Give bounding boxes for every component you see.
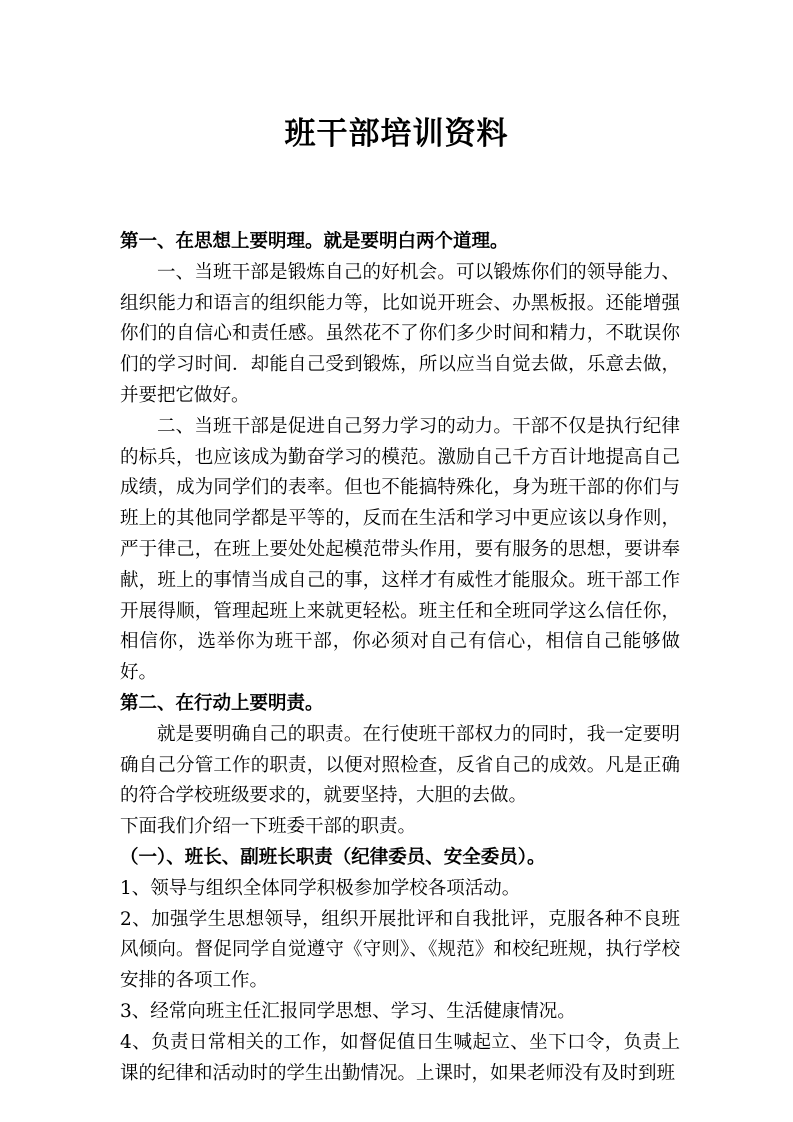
section-heading-1: 第一、在思想上要明理。就是要明白两个道理。: [120, 231, 509, 252]
list-item-1: 1、领导与组织全体同学积极参加学校各项活动。: [120, 877, 521, 899]
section-heading-2: 第二、在行动上要明责。: [120, 692, 324, 714]
paragraph-point-2: 二、当班干部是促进自己努力学习的动力。干部不仅是执行纪律的标兵，也应该成为勤奋学习的模范。激励自己千方百计地提高自己成绩，成为同学们的表率。但也不能搞特殊化，身为班干部的你们与班上的其他同学都是平等的，反而在生活和学习中更应该以身作则，严于律己，在班上要处处起模范带头作用，要有服务的思想，要讲奉献，班上的事情当成自己的事，这样才有威性才能服众。班干部工作开展得顺，管理起班上来就更轻松。班主任和全班同学这么信任你，相信你，选举你为班干部，你必须对自己有信心，相信自己能够做好。: [120, 415, 680, 684]
document-body: [120, 227, 680, 1089]
list-item-3: 3、经常向班主任汇报同学思想、学习、生活健康情况。: [120, 1000, 576, 1022]
list-item-4: 4、负责日常相关的工作，如督促值日生喊起立、坐下口令，负责上课的纪律和活动时的学生出勤情况。上课时，如果老师没有及时到班: [120, 1031, 680, 1084]
paragraph-intro: 下面我们介绍一下班委干部的职责。: [120, 816, 417, 838]
list-item-2: 2、加强学生思想领导，组织开展批评和自我批评，克服各种不良班风倾向。督促同学自觉遵守《守则》、《规范》和校纪班规，执行学校安排的各项工作。: [120, 908, 680, 992]
document-title: 班干部培训资料: [284, 116, 509, 152]
paragraph-responsibility: 就是要明确自己的职责。在行使班干部权力的同时，我一定要明确自己分管工作的职责，以便对照检查，反省自己的成效。凡是正确的符合学校班级要求的，就要坚持，大胆的去做。: [120, 723, 680, 807]
paragraph-point-1: 一、当班干部是锻炼自己的好机会。可以锻炼你们的领导能力、组织能力和语言的组织能力等，比如说开班会、办黑板报。还能增强你们的自信心和责任感。虽然花不了你们多少时间和精力，不耽误你们的学习时间．却能自己受到锻炼，所以应当自觉去做，乐意去做，并要把它做好。: [120, 261, 680, 406]
subsection-heading-1: （一）、班长、副班长职责（纪律委员、安全委员）。: [120, 846, 546, 868]
